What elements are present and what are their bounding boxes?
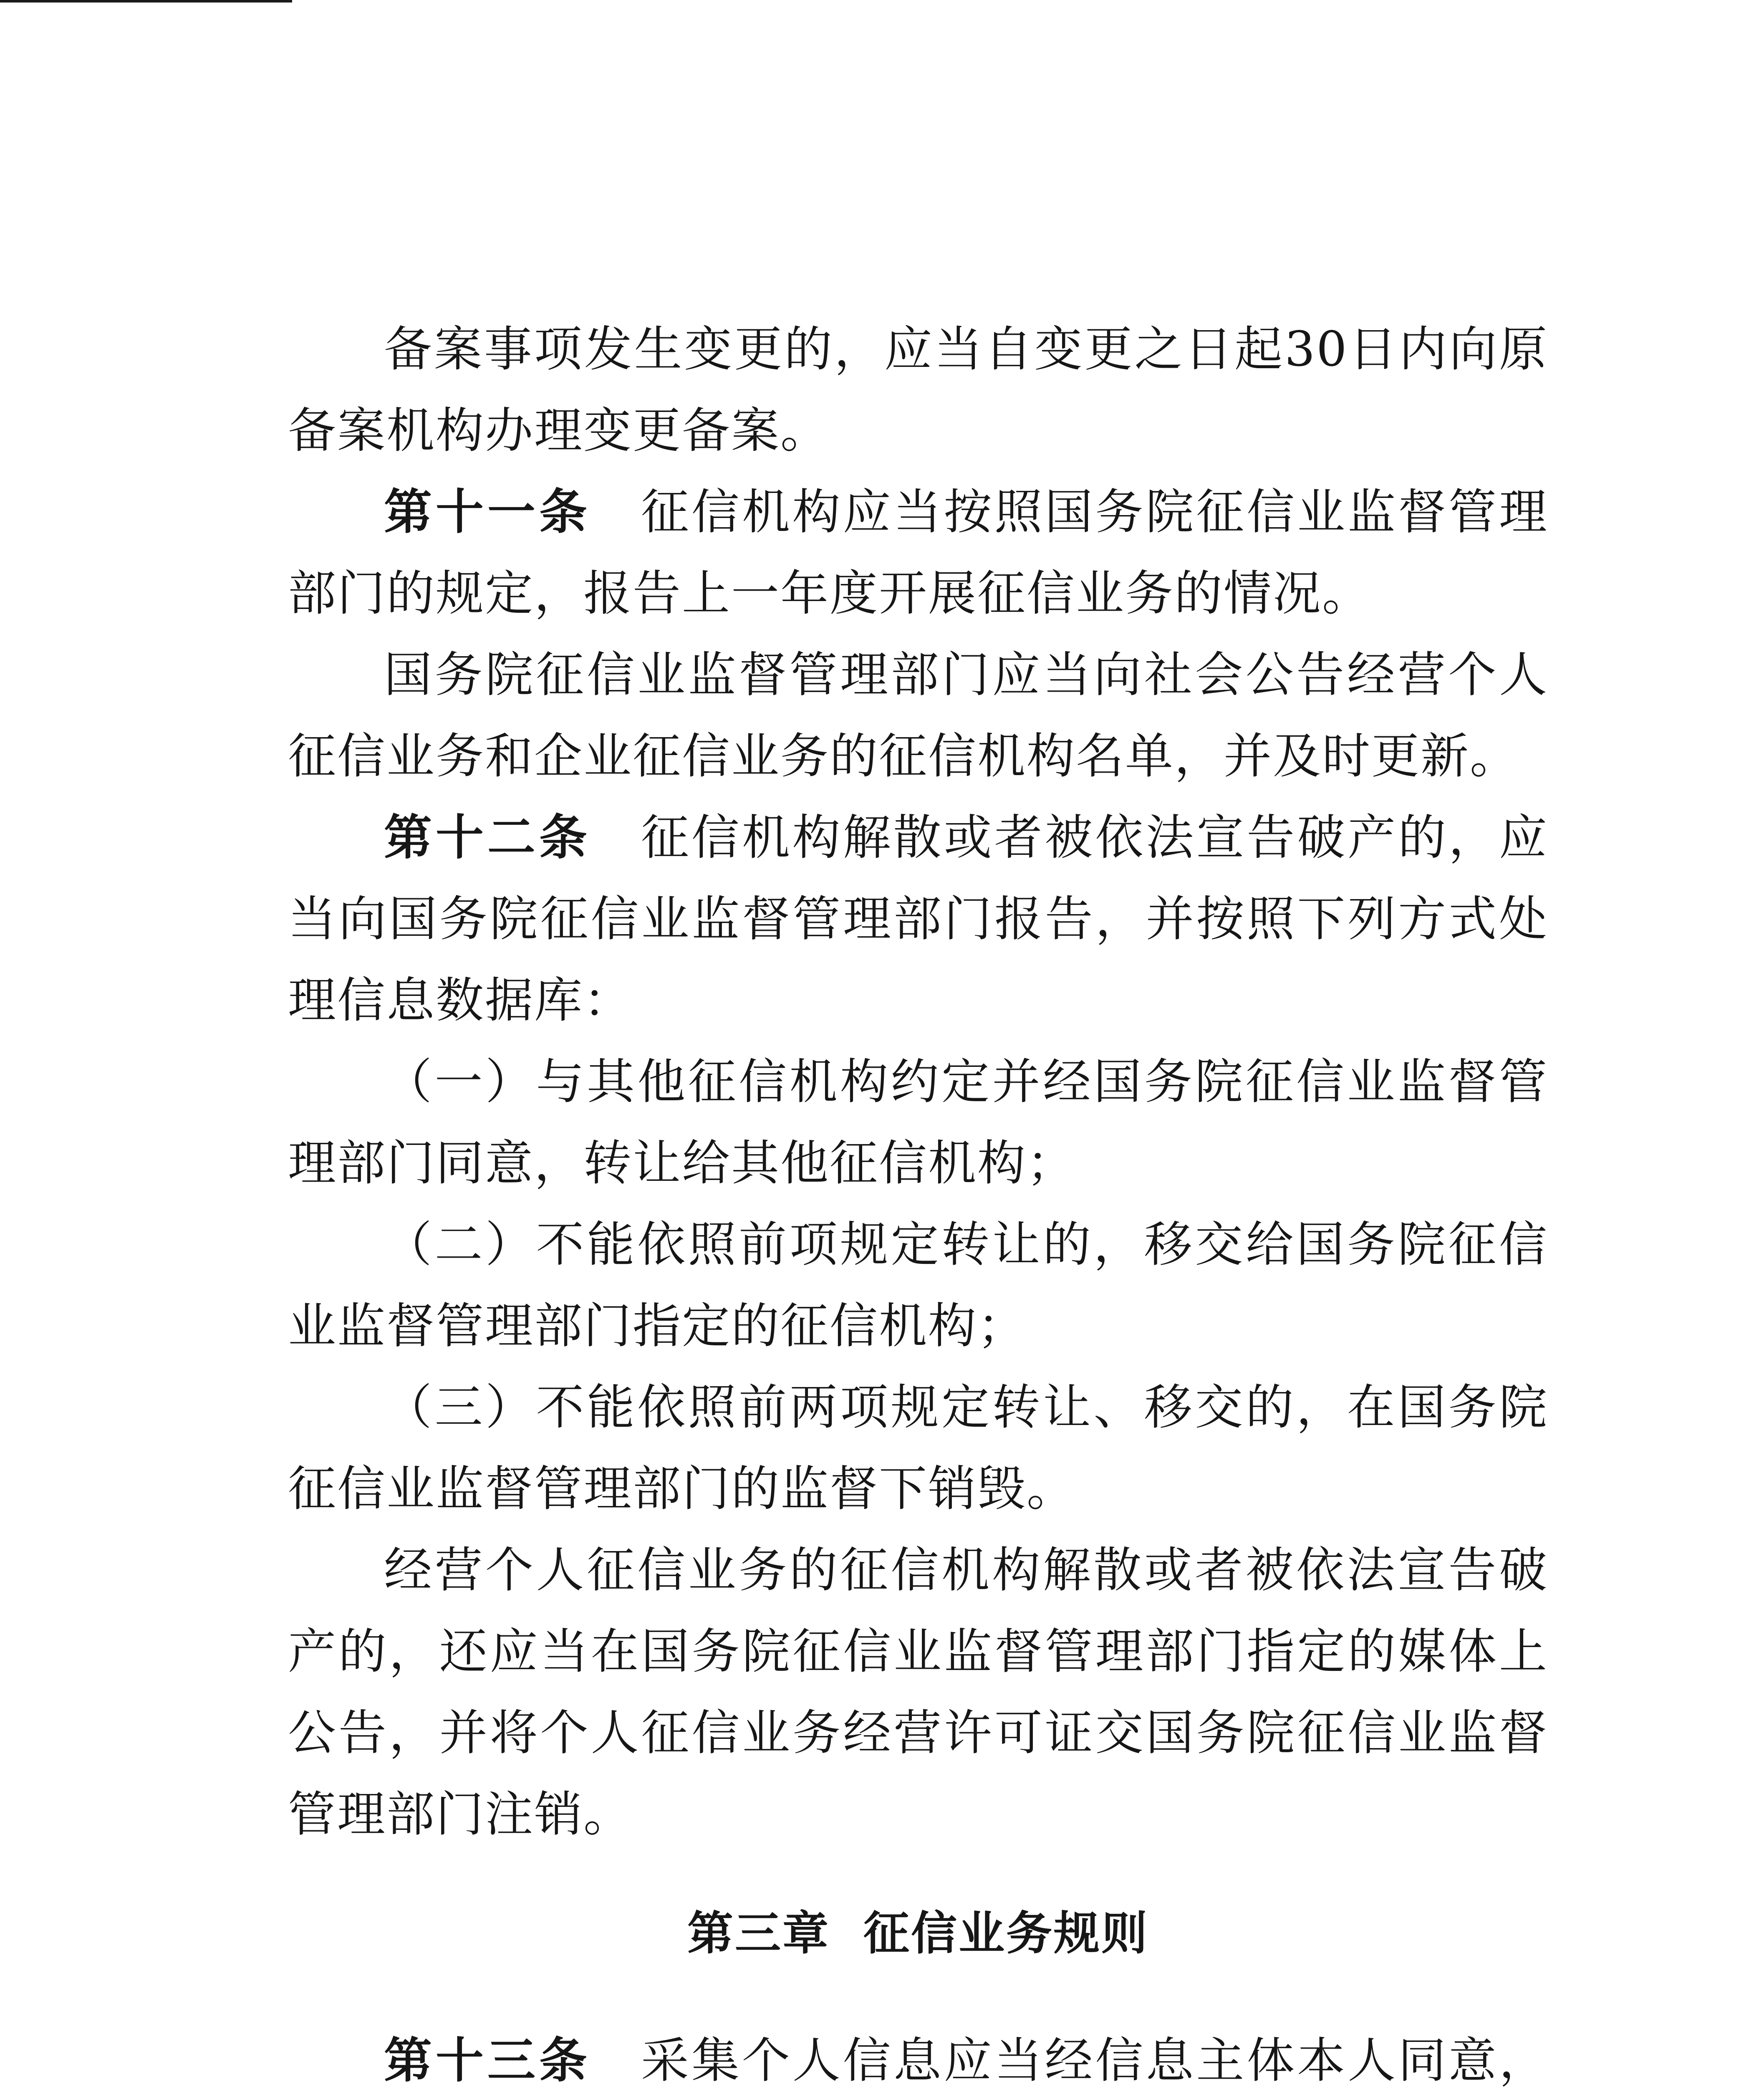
article-heading: 第十三条: [384, 2033, 591, 2087]
paragraph-text: （二）不能依照前项规定转让的，移交给国务院征信业监督管理部门指定的征信机构；: [288, 1217, 1548, 1354]
article-heading: 第十一条: [384, 484, 591, 540]
paragraph-text: 备案事项发生变更的，应当自变更之日起30日内向原备案机构办理变更备案。: [288, 321, 1548, 459]
top-rule: [0, 0, 292, 3]
paragraph: [288, 309, 1548, 472]
paragraph-article-11: [288, 472, 1548, 634]
paragraph-text: 经营个人征信业务的征信机构解散或者被依法宣告破产的，还应当在国务院征信业监督管理部门指定的媒体上公告，并将个人征信业务经营许可证交国务院征信业监督管理部门注销。: [288, 1542, 1548, 1842]
list-item-3: [288, 1367, 1548, 1530]
chapter-heading: [288, 1855, 1548, 2020]
chapter-number: 第三章: [687, 1907, 830, 1960]
paragraph: [288, 634, 1548, 797]
paragraph: [288, 1530, 1548, 1855]
paragraph-text: （一）与其他征信机构约定并经国务院征信业监督管理部门同意，转让给其他征信机构；: [288, 1054, 1548, 1191]
list-item-1: [288, 1041, 1548, 1204]
paragraph-text: 采集个人信息应当经信息主体本人同意，: [641, 2033, 1548, 2087]
list-item-2: [288, 1204, 1548, 1367]
paragraph-text: 征信机构应当按照国务院征信业监督管理部门的规定，报告上一年度开展征信业务的情况。: [288, 484, 1548, 622]
paragraph-text: （三）不能依照前两项规定转让、移交的，在国务院征信业监督管理部门的监督下销毁。: [288, 1380, 1548, 1517]
paragraph-text: 征信机构解散或者被依法宣告破产的，应当向国务院征信业监督管理部门报告，并按照下列方式处理信息数据库：: [288, 810, 1548, 1028]
chapter-title: 征信业务规则: [863, 1907, 1149, 1960]
document-body: [288, 309, 1548, 2087]
paragraph-article-13: [288, 2020, 1548, 2087]
paragraph-article-12: [288, 797, 1548, 1041]
paragraph-text: 国务院征信业监督管理部门应当向社会公告经营个人征信业务和企业征信业务的征信机构名单，并及时更新。: [288, 647, 1548, 784]
article-heading: 第十二条: [384, 810, 591, 866]
